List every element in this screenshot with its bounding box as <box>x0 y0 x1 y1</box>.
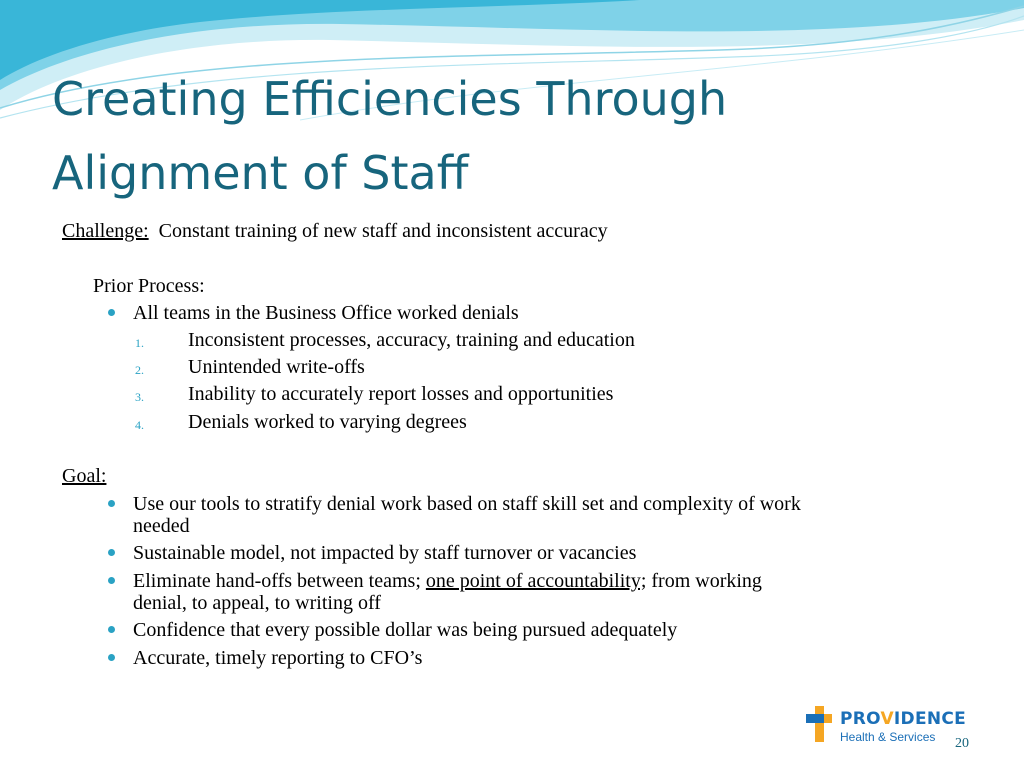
prior-item-4-number: 4. <box>135 418 144 432</box>
bullet-icon <box>108 549 115 556</box>
prior-item-3: Inability to accurately report losses and opportunities <box>188 383 614 405</box>
cross-icon <box>806 706 832 742</box>
goal-item-3-underlined: one point of accountability; <box>425 570 647 592</box>
goal-item-5: Accurate, timely reporting to CFO’s <box>133 647 423 669</box>
prior-item-4: Denials worked to varying degrees <box>188 411 467 433</box>
challenge-line <box>62 219 608 243</box>
challenge-text: Constant training of new staff and inconsistent accuracy <box>158 220 608 242</box>
challenge-label: Challenge: <box>62 220 149 242</box>
slide-title-line-2: Alignment of Staff <box>52 146 469 200</box>
goal-item-4: Confidence that every possible dollar was being pursued adequately <box>133 619 678 641</box>
bullet-icon <box>108 309 115 316</box>
prior-item-3-number: 3. <box>135 390 144 404</box>
logo-brand-name: PROVIDENCE <box>840 709 967 729</box>
logo-subtitle: Health & Services <box>840 730 936 744</box>
goal-item-3-text-post: from working <box>646 570 762 592</box>
page-number: 20 <box>955 736 969 751</box>
bullet-icon <box>108 577 115 584</box>
bullet-icon <box>108 500 115 507</box>
prior-item-2-number: 2. <box>135 363 144 377</box>
slide-title-line-1: Creating Efficiencies Through <box>52 72 728 126</box>
prior-process-bullet: All teams in the Business Office worked denials <box>133 302 519 324</box>
goal-item-3-line-2: denial, to appeal, to writing off <box>133 592 381 614</box>
prior-process-label: Prior Process: <box>93 275 205 297</box>
bullet-icon <box>108 654 115 661</box>
goal-item-1-line-2: needed <box>133 515 190 537</box>
goal-item-3-text-pre: Eliminate hand-offs between teams; <box>133 570 426 592</box>
providence-logo <box>806 706 976 746</box>
prior-item-1: Inconsistent processes, accuracy, training and education <box>188 329 635 351</box>
prior-item-1-number: 1. <box>135 336 144 350</box>
goal-item-1-line-1: Use our tools to stratify denial work based on staff skill set and complexity of work <box>133 493 801 515</box>
prior-item-2: Unintended write-offs <box>188 356 365 378</box>
bullet-icon <box>108 626 115 633</box>
goal-label: Goal: <box>62 465 107 487</box>
goal-item-2: Sustainable model, not impacted by staff turnover or vacancies <box>133 542 637 564</box>
goal-item-3-line-1 <box>133 569 762 593</box>
